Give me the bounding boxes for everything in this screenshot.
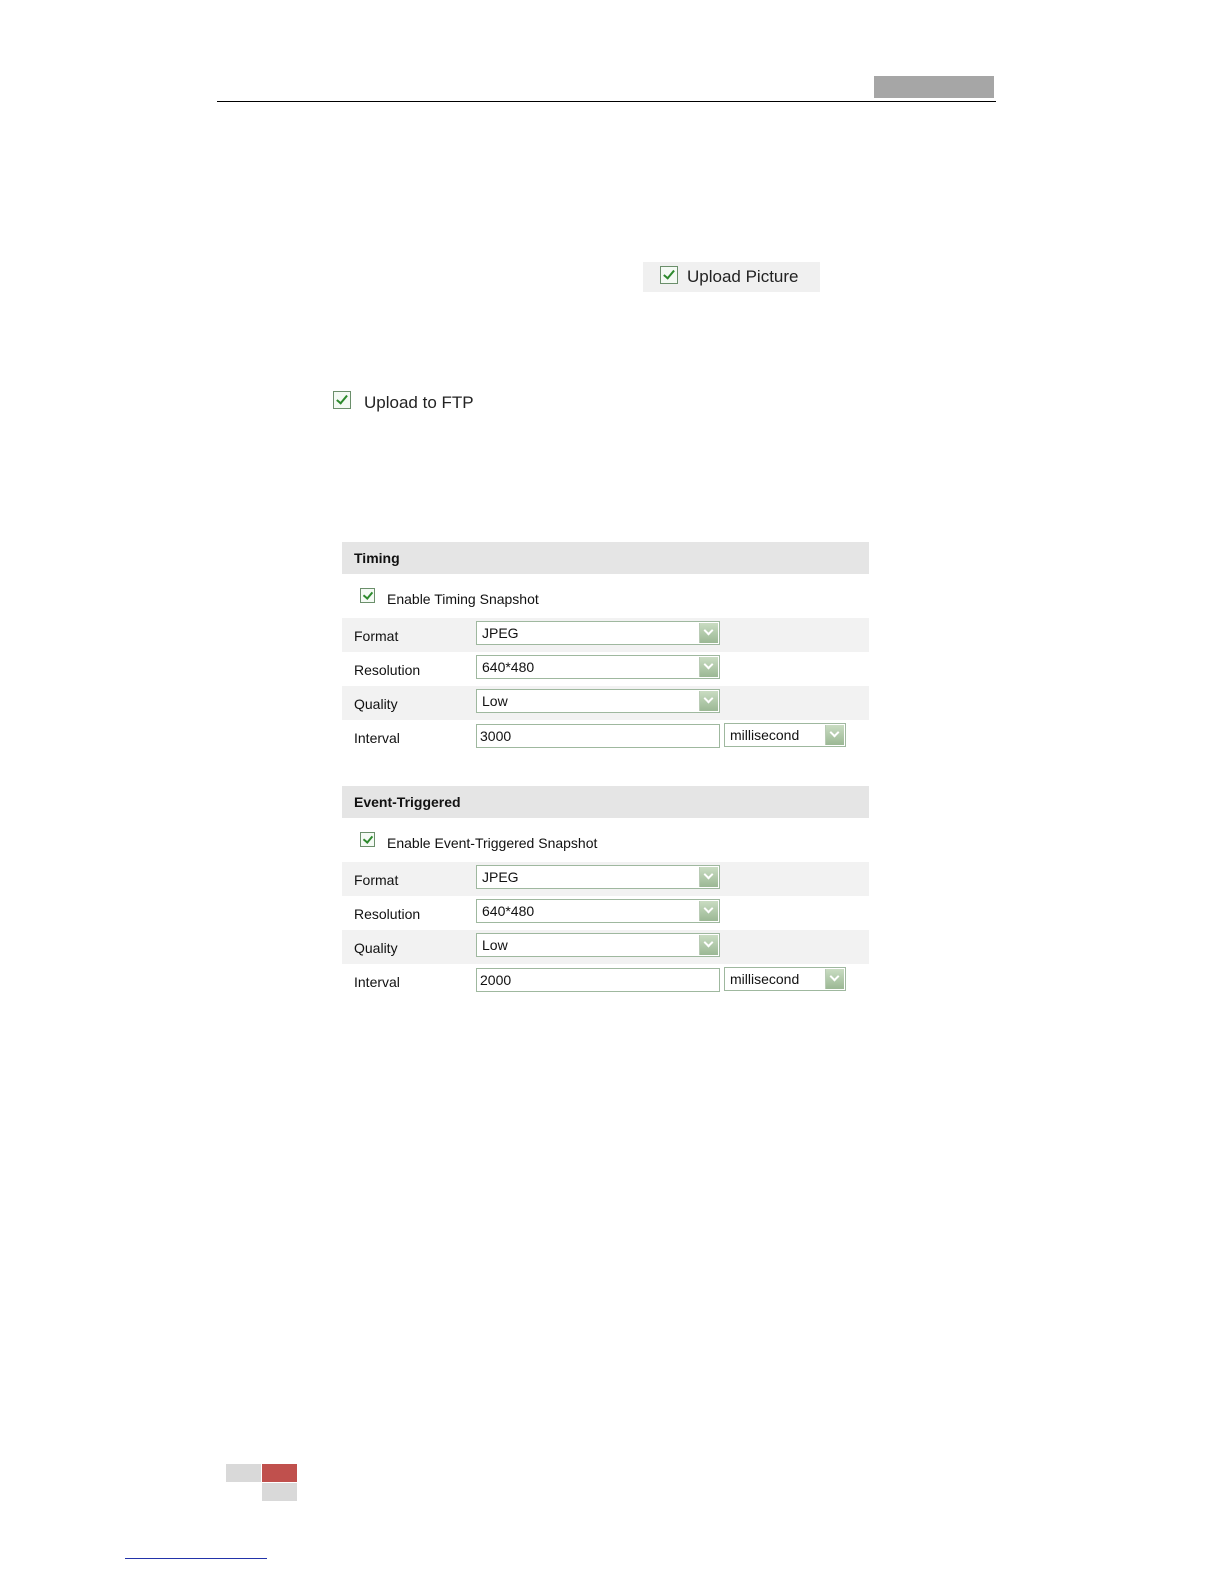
event-quality-value: Low xyxy=(482,937,508,953)
event-interval-input[interactable]: 2000 xyxy=(476,968,720,992)
footer-gray-block xyxy=(226,1464,261,1482)
event-format-select[interactable] xyxy=(476,865,720,889)
timing-title: Timing xyxy=(342,542,869,574)
upload-ftp-checkbox[interactable] xyxy=(333,391,351,409)
chevron-down-icon[interactable] xyxy=(699,657,718,677)
chevron-down-icon[interactable] xyxy=(699,901,718,921)
timing-interval-unit-value: millisecond xyxy=(730,727,800,743)
timing-resolution-value: 640*480 xyxy=(482,659,535,675)
timing-enable-row[interactable] xyxy=(342,574,869,618)
event-resolution-label: Resolution xyxy=(354,906,421,922)
event-interval-row xyxy=(342,964,869,998)
timing-interval-label: Interval xyxy=(354,730,400,746)
timing-interval-row xyxy=(342,720,869,754)
timing-panel xyxy=(342,542,869,754)
timing-resolution-select[interactable] xyxy=(476,655,720,679)
upload-ftp-option[interactable] xyxy=(333,387,474,413)
timing-quality-select[interactable] xyxy=(476,689,720,713)
upload-picture-label: Upload Picture xyxy=(687,267,799,286)
timing-format-value: JPEG xyxy=(482,625,519,641)
upload-ftp-label: Upload to FTP xyxy=(364,393,474,412)
event-enable-checkbox[interactable] xyxy=(360,832,375,847)
chevron-down-icon[interactable] xyxy=(825,969,844,989)
timing-format-label: Format xyxy=(354,628,399,644)
timing-interval-unit-select[interactable] xyxy=(724,723,846,747)
chevron-down-icon[interactable] xyxy=(699,691,718,711)
header-rule xyxy=(217,101,996,102)
timing-format-row xyxy=(342,618,869,652)
chevron-down-icon[interactable] xyxy=(699,867,718,887)
event-resolution-row xyxy=(342,896,869,930)
timing-interval-input[interactable]: 3000 xyxy=(476,724,720,748)
timing-resolution-row xyxy=(342,652,869,686)
timing-enable-label: Enable Timing Snapshot xyxy=(387,591,539,607)
timing-enable-checkbox[interactable] xyxy=(360,588,375,603)
timing-quality-value: Low xyxy=(482,693,508,709)
chevron-down-icon[interactable] xyxy=(699,935,718,955)
event-interval-unit-select[interactable] xyxy=(724,967,846,991)
timing-resolution-label: Resolution xyxy=(354,662,421,678)
event-quality-row xyxy=(342,930,869,964)
upload-picture-option[interactable] xyxy=(643,262,820,292)
event-interval-label: Interval xyxy=(354,974,400,990)
footer-link-underline xyxy=(125,1558,267,1559)
event-enable-label: Enable Event-Triggered Snapshot xyxy=(387,835,598,851)
event-format-value: JPEG xyxy=(482,869,519,885)
upload-picture-checkbox[interactable] xyxy=(660,266,678,284)
chevron-down-icon[interactable] xyxy=(825,725,844,745)
timing-format-select[interactable] xyxy=(476,621,720,645)
event-quality-select[interactable] xyxy=(476,933,720,957)
timing-quality-label: Quality xyxy=(354,696,398,712)
event-resolution-value: 640*480 xyxy=(482,903,535,919)
chevron-down-icon[interactable] xyxy=(699,623,718,643)
timing-quality-row xyxy=(342,686,869,720)
footer-red-block xyxy=(262,1464,297,1482)
event-resolution-select[interactable] xyxy=(476,899,720,923)
event-panel xyxy=(342,786,869,998)
event-format-row xyxy=(342,862,869,896)
event-interval-unit-value: millisecond xyxy=(730,971,800,987)
event-quality-label: Quality xyxy=(354,940,398,956)
event-enable-row[interactable] xyxy=(342,818,869,862)
event-format-label: Format xyxy=(354,872,399,888)
footer-gray-block xyxy=(262,1483,297,1501)
header-tab-block xyxy=(874,76,994,98)
event-title: Event-Triggered xyxy=(342,786,869,818)
